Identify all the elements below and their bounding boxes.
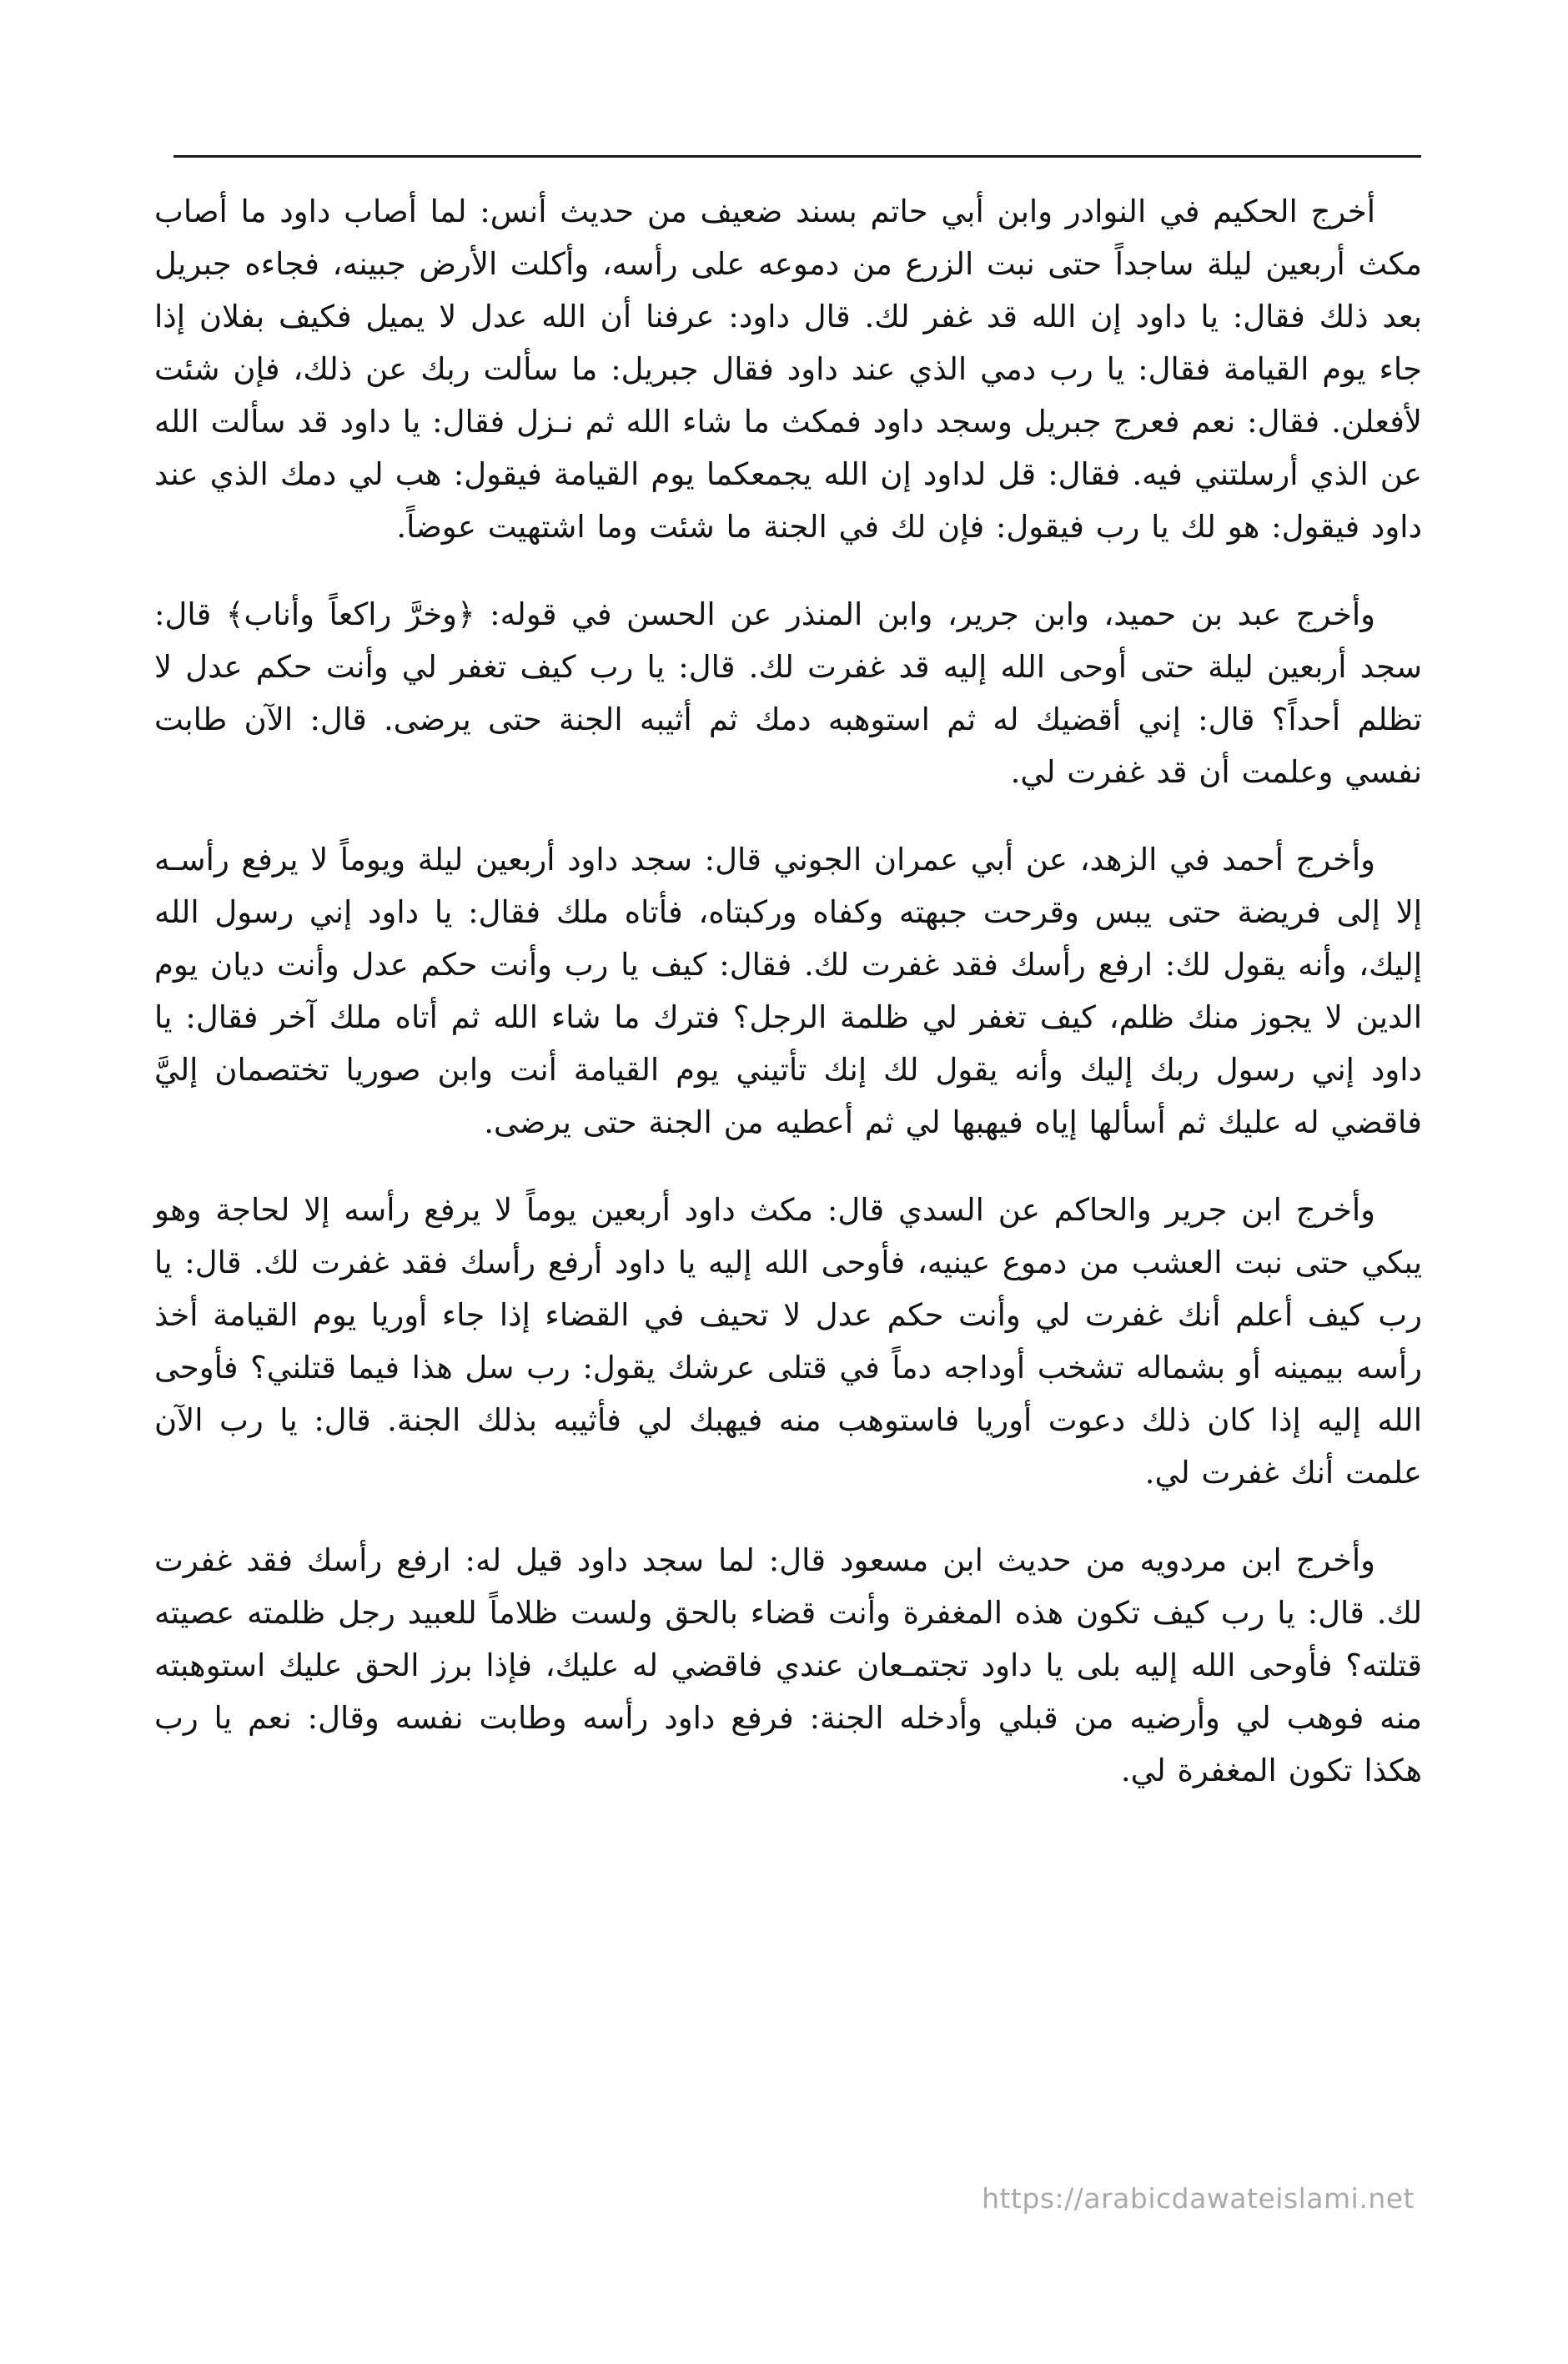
text-body [154, 185, 1422, 1832]
paragraph-2: وأخرج عبد بن حميد، وابن جرير، وابن المنذر عن الحسن في قوله: ﴿وخرَّ راكعاً وأناب﴾ قال: سجد أربعين ليلة حتى أوحى الله إليه قد غفرت لك. قال: يا رب كيف تغفر لي وأنت حكم عدل لا تظلم أحداً؟ قال: إني أقضيك له ثم استوهبه دمك ثم أثيبه الجنة حتى يرضى. قال: الآن طابت نفسي وعلمت أن قد غفرت لي. [154, 596, 1422, 790]
paragraph-1: أخرج الحكيم في النوادر وابن أبي حاتم بسند ضعيف من حديث أنس: لما أصاب داود ما أصاب مكث أربعين ليلة ساجداً حتى نبت الزرع من دموعه على رأسه، وأكلت الأرض جبينه، فجاءه جبريل بعد ذلك فقال: يا داود إن الله قد غفر لك. قال داود: عرفنا أن الله عدل لا يميل فكيف بفلان إذا جاء يوم القيامة فقال: يا رب دمي الذي عند داود فقال جبريل: ما سألت ربك عن ذلك، فإن شئت لأفعلن. فقال: نعم فعرج جبريل وسجد داود فمكث ما شاء الله ثم نـزل فقال: يا داود قد سألت الله عن الذي أرسلتني فيه. فقال: قل لداود إن الله يجمعكما يوم القيامة فيقول: هب لي دمك الذي عند داود فيقول: هو لك يا رب فيقول: فإن لك في الجنة ما شئت وما اشتهيت عوضاً. [154, 194, 1422, 545]
paragraph-3: وأخرج أحمد في الزهد، عن أبي عمران الجوني قال: سجد داود أربعين ليلة ويوماً لا يرفع رأسـه إلا إلى فريضة حتى يبس وقرحت جبهته وكفاه وركبتاه، فأتاه ملك فقال: يا داود إني رسول الله إليك، وأنه يقول لك: ارفع رأسك فقد غفرت لك. فقال: كيف يا رب وأنت حكم عدل وأنت ديان يوم الدين لا يجوز منك ظلم، كيف تغفر لي ظلمة الرجل؟ فترك ما شاء الله ثم أتاه ملك آخر فقال: يا داود إني رسول ربك إليك وأنه يقول لك إنك تأتيني يوم القيامة أنت وابن صوريا تختصمان إليَّ فاقضي له عليك ثم أسألها إياه فيهبها لي ثم أعطيه من الجنة حتى يرضى. [154, 842, 1422, 1140]
paragraph-5: وأخرج ابن مردويه من حديث ابن مسعود قال: لما سجد داود قيل له: ارفع رأسك فقد غفرت لك. قال: يا رب كيف تكون هذه المغفرة وأنت قضاء بالحق ولست ظلاماً للعبيد رجل ظلمته عصيته قتلته؟ فأوحى الله إليه بلى يا داود تجتمـعان عندي فاقضي له عليك، فإذا برز الحق عليك استوهبته منه فوهب لي وأرضيه من قبلي وأدخله الجنة: فرفع داود رأسه وطابت نفسه وقال: نعم يا رب هكذا تكون المغفرة لي. [154, 1542, 1422, 1788]
watermark-url: https://arabicdawateislami.net [982, 2182, 1415, 2215]
paragraph-4: وأخرج ابن جرير والحاكم عن السدي قال: مكث داود أربعين يوماً لا يرفع رأسه إلا لحاجة وهو يبكي حتى نبت العشب من دموع عينيه، فأوحى الله إليه يا داود أرفع رأسك فقد غفرت لك. قال: يا رب كيف أعلم أنك غفرت لي وأنت حكم عدل لا تحيف في القضاء إذا جاء أوريا يوم القيامة أخذ رأسه بيمينه أو بشماله تشخب أوداجه دماً في قتلى عرشك يقول: رب سل هذا فيما قتلني؟ فأوحى الله إليه إذا كان ذلك دعوت أوريا فاستوهب منه فيهبك لي فأثيبه بذلك الجنة. قال: يا رب الآن علمت أنك غفرت لي. [154, 1192, 1422, 1491]
top-rule [173, 155, 1421, 158]
